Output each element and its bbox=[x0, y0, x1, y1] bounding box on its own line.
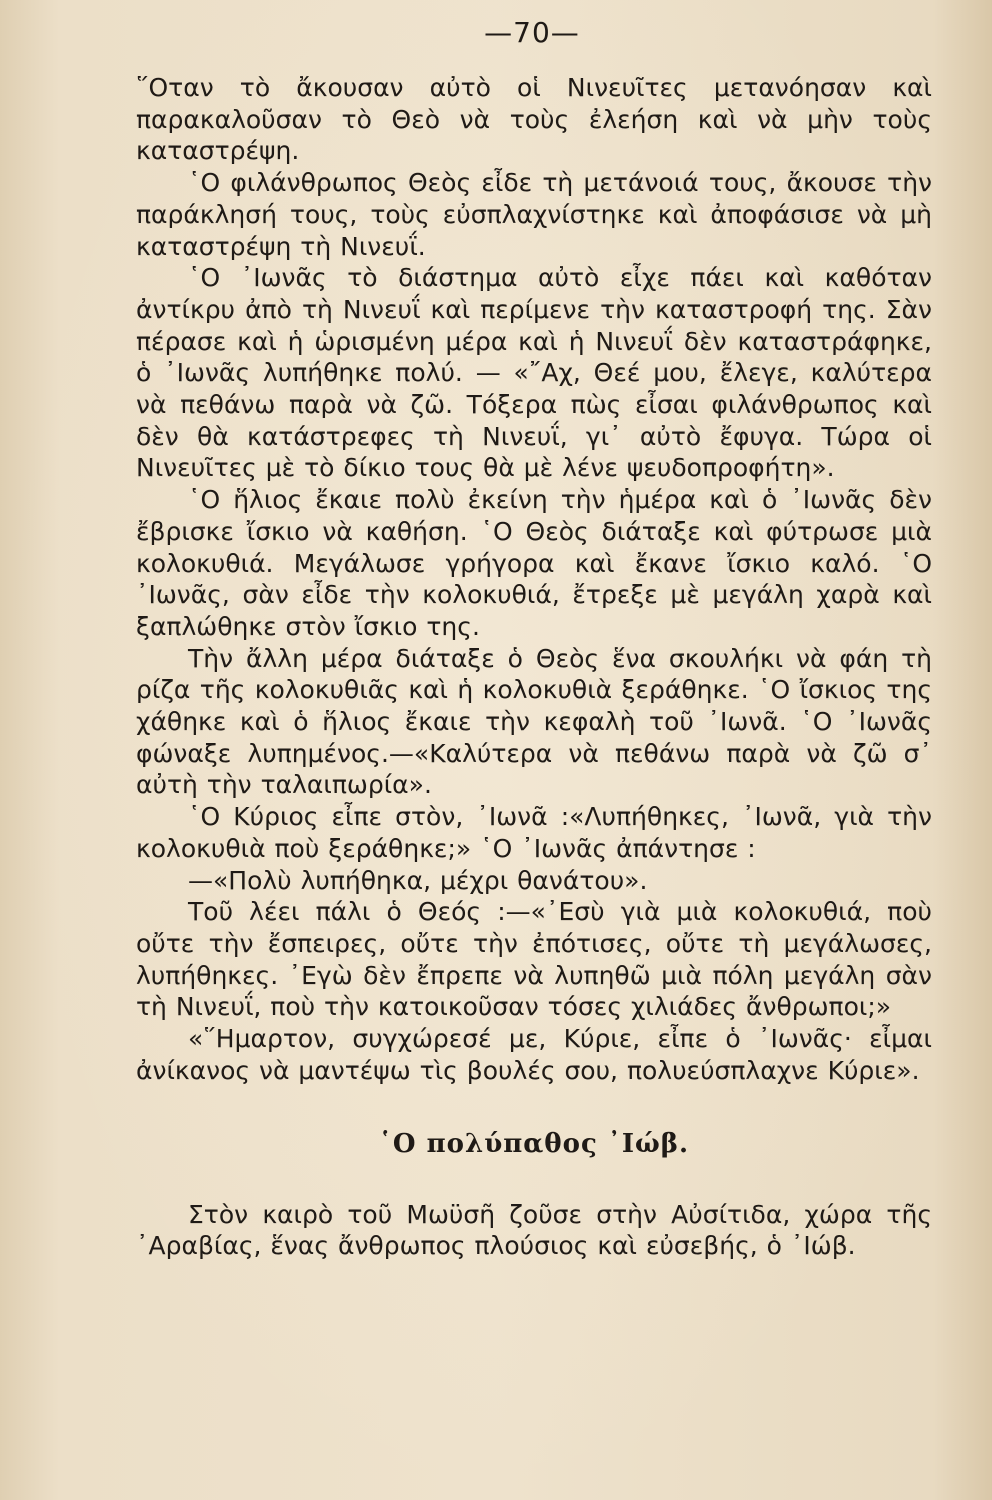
paragraph-job-intro: Στὸν καιρὸ τοῦ Μωϋσῆ ζοῦσε στὴν Αὐσίτιδα, χώρα τῆς ᾿Αραβίας, ἕνας ἄνθρωπος πλούσιος καὶ εὐσεβής, ὁ ᾿Ιώβ. bbox=[136, 1199, 932, 1261]
text-body bbox=[136, 72, 932, 1262]
paragraph-gourd-withers: Τὴν ἄλλη μέρα διάταξε ὁ Θεὸς ἕνα σκουλήκι νὰ φάη τὴ ρίζα τῆς κολοκυθιᾶς καὶ ἡ κολοκυθιὰ ξεράθηκε. ῾Ο ἴσκιος της χάθηκε καὶ ὁ ἥλιος ἔκαιε τὴν κεφαλὴ τοῦ ᾿Ιωνᾶ. ῾Ο ᾿Ιωνᾶς φώναξε λυπημένος.—«Καλύτερα νὰ πεθάνω παρὰ νὰ ζῶ σ᾿ αὐτὴ τὴν ταλαιπωρία». bbox=[136, 643, 932, 800]
paragraph-god-relents: ῾Ο φιλάνθρωπος Θεὸς εἶδε τὴ μετάνοιά τους, ἄκουσε τὴν παράκλησή τους, τοὺς εὐσπλαχνίστηκε καὶ ἀποφάσισε νὰ μὴ καταστρέψη τὴ Νινευΐ. bbox=[136, 168, 932, 261]
paragraph-jonah-answers: —«Πολὺ λυπήθηκα, μέχρι θανάτου». bbox=[188, 865, 648, 895]
paragraph-god-replies: Τοῦ λέει πάλι ὁ Θεός :—«᾿Εσὺ γιὰ μιὰ κολοκυθιά, ποὺ οὔτε τὴν ἔσπειρες, οὔτε τὴν ἐπότισες, οὔτε τὴ μεγάλωσες, λυπήθηκες. ᾿Εγὼ δὲν ἔπρεπε νὰ λυπηθῶ μιὰ πόλη μεγάλη σὰν τὴ Νινευΐ, ποὺ τὴν κατοικοῦσαν τόσες χιλιάδες ἄνθρωποι;» bbox=[136, 897, 932, 1022]
section-title: ῾Ο πολύπαθος ᾿Ιώβ. bbox=[378, 1128, 690, 1159]
paragraph-jonah-repents: «῞Ημαρτον, συγχώρεσέ με, Κύριε, εἶπε ὁ ᾿Ιωνᾶς· εἶμαι ἀνίκανος νὰ μαντέψω τὶς βουλές σου, πολυεύσπλαχνε Κύριε». bbox=[136, 1024, 932, 1085]
paragraph-gourd-grows: ῾Ο ἥλιος ἔκαιε πολὺ ἐκείνη τὴν ἡμέρα καὶ ὁ ᾿Ιωνᾶς δὲν ἔβρισκε ἴσκιο νὰ καθήση. ῾Ο Θεὸς διάταξε καὶ φύτρωσε μιὰ κολοκυθιά. Μεγάλωσε γρήγορα καὶ ἔκανε ἴσκιο καλό. ῾Ο ᾿Ιωνᾶς, σὰν εἶδε τὴν κολοκυθιά, ἔτρεξε μὲ μεγάλη χαρὰ καὶ ξαπλώθηκε στὸν ἴσκιο της. bbox=[136, 485, 932, 641]
page-number: —70— bbox=[484, 16, 580, 49]
paragraph-jonah-waits: ῾Ο ᾿Ιωνᾶς τὸ διάστημα αὐτὸ εἶχε πάει καὶ καθόταν ἀντίκρυ ἀπὸ τὴ Νινευΐ καὶ περίμενε τὴν καταστροφή της. Σὰν πέρασε καὶ ἡ ὡρισμένη μέρα καὶ ἡ Νινευΐ δὲν καταστράφηκε, ὁ ᾿Ιωνᾶς λυπήθηκε πολύ. — «῎Αχ, Θεέ μου, ἔλεγε, καλύτερα νὰ πεθάνω παρὰ νὰ ζῶ. Τόξερα πὼς εἶσαι φιλάνθρωπος καὶ δὲν θὰ κατάστρεφες τὴ Νινευΐ, γι᾿ αὐτὸ ἔφυγα. Τώρα οἱ Νινευῖτες μὲ τὸ δίκιο τους θὰ μὲ λένε ψευδοπροφήτη». bbox=[136, 263, 932, 483]
paragraph-lord-asks: ῾Ο Κύριος εἶπε στὸν, ᾿Ιωνᾶ :«Λυπήθηκες, ᾿Ιωνᾶ, γιὰ τὴν κολοκυθιὰ ποὺ ξεράθηκε;» ῾Ο ᾿Ιωνᾶς ἀπάντησε : bbox=[136, 802, 932, 863]
paragraph-ninevites-repent: ῞Οταν τὸ ἄκουσαν αὐτὸ οἱ Νινευῖτες μετανόησαν καὶ παρακαλοῦσαν τὸ Θεὸ νὰ τοὺς ἐλεήση καὶ νὰ μὴν τοὺς καταστρέψη. bbox=[136, 73, 932, 166]
